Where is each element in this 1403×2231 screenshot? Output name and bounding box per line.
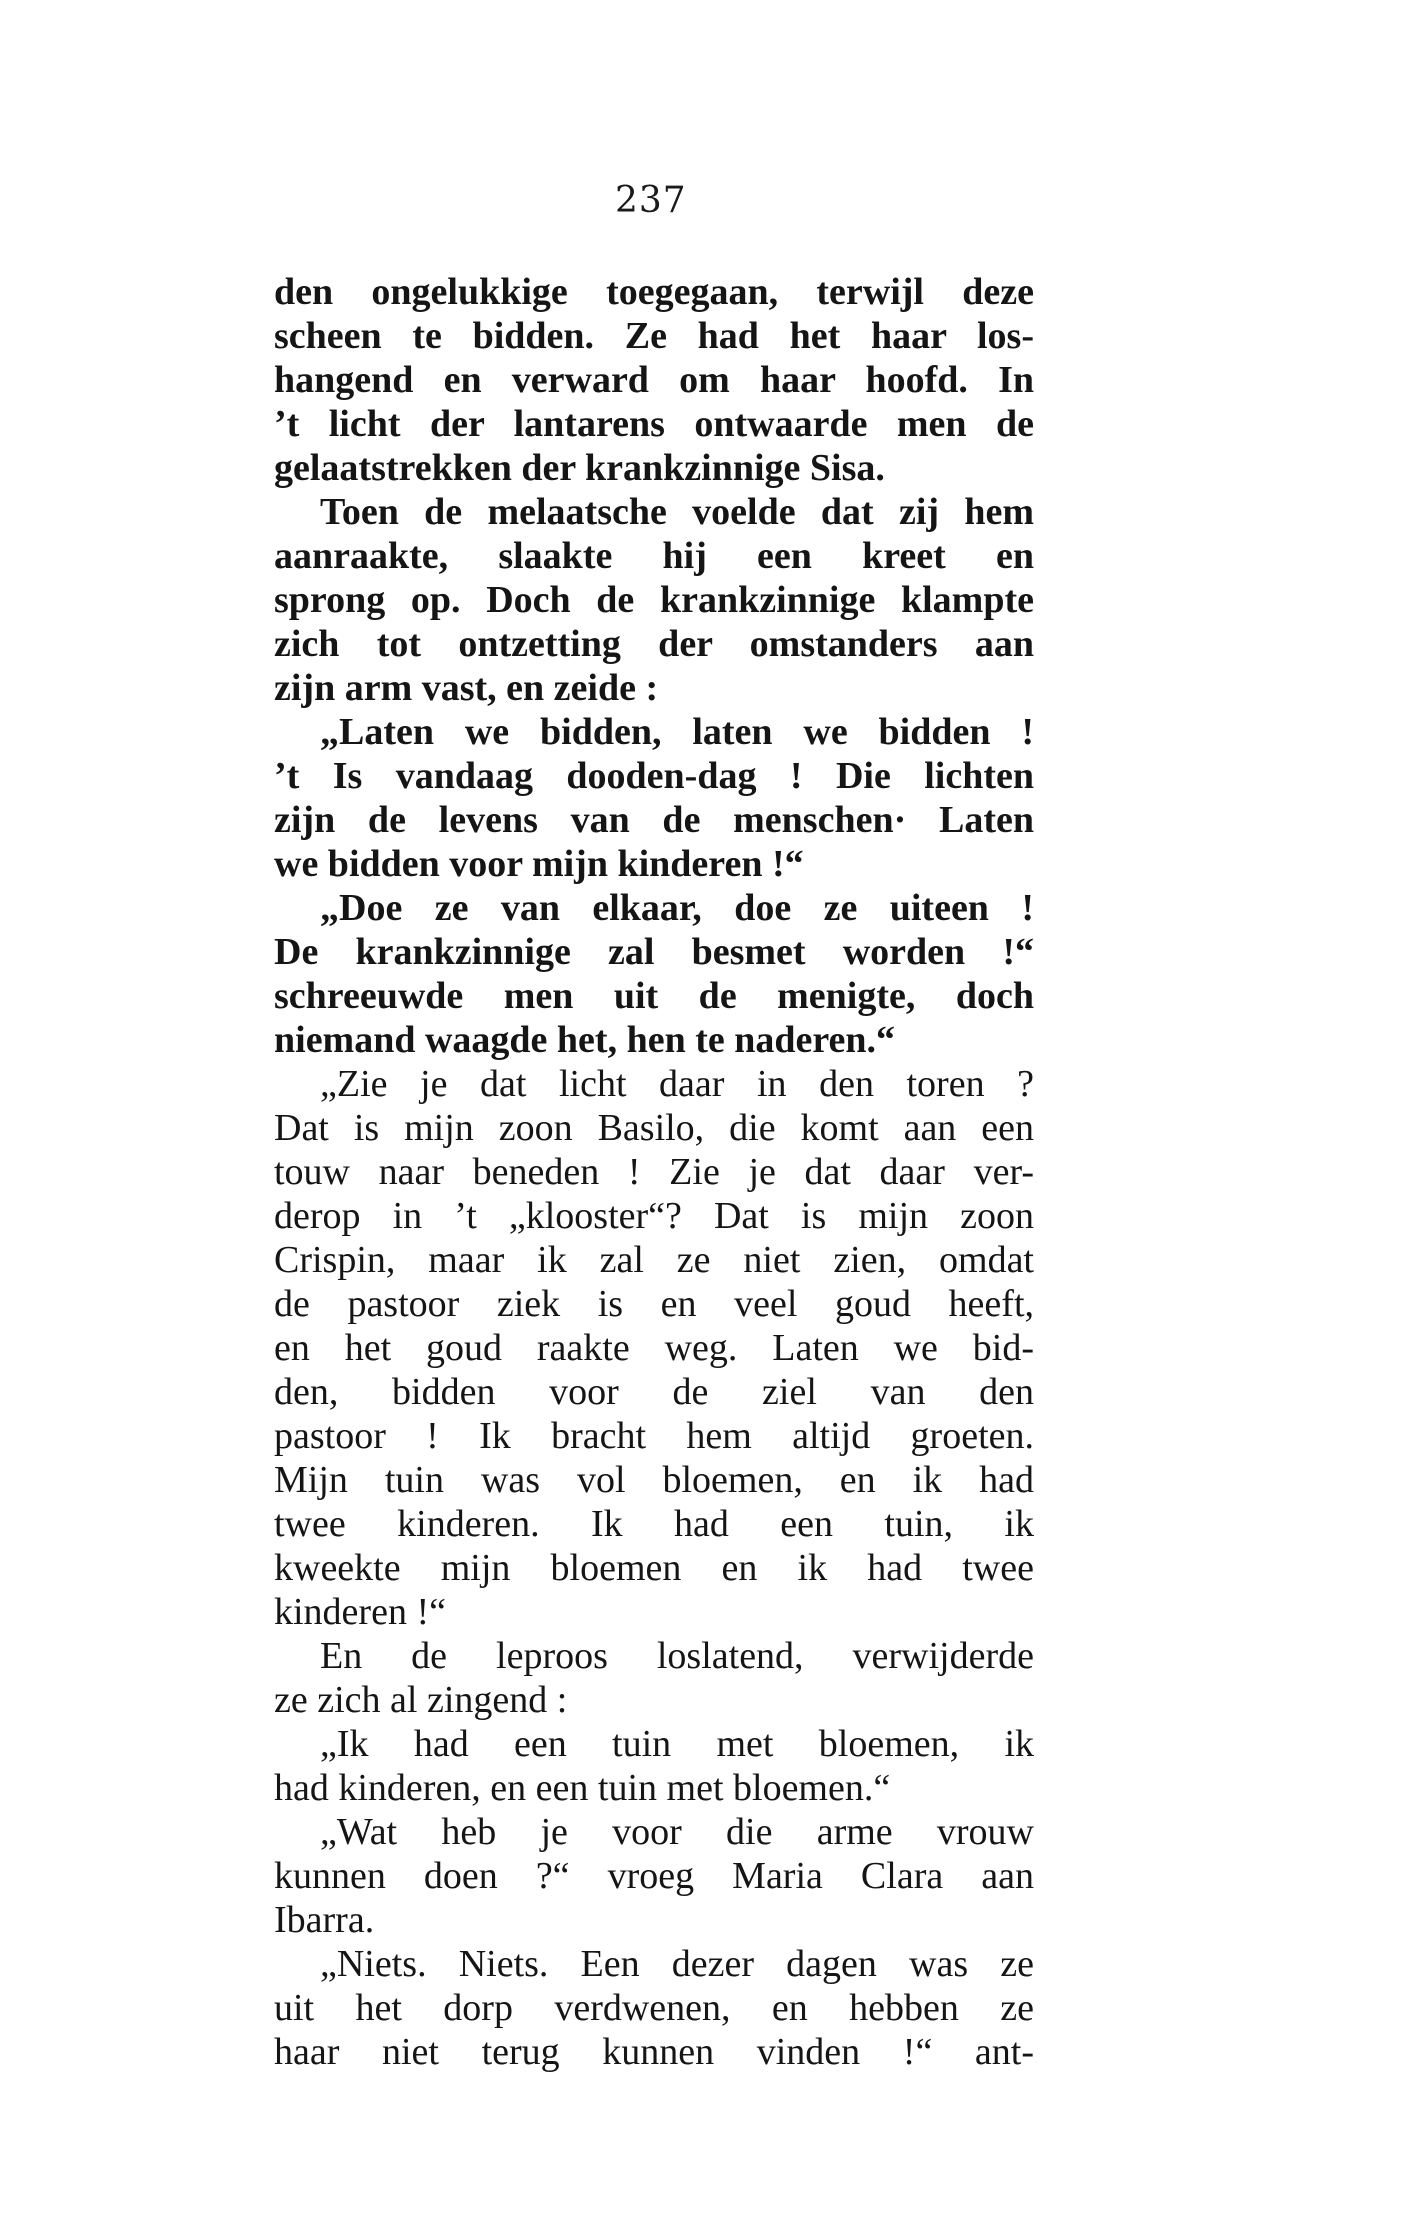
text-line: den ongelukkige toegegaan, terwijl deze	[274, 271, 1034, 313]
text-line: touw naar beneden ! Zie je dat daar ver-	[274, 1151, 1034, 1193]
text-line: de pastoor ziek is en veel goud heeft,	[274, 1283, 1034, 1325]
text-line: uit het dorp verdwenen, en hebben ze	[274, 1987, 1034, 2029]
text-line: scheen te bidden. Ze had het haar los-	[274, 315, 1034, 357]
text-line: „Ik had een tuin met bloemen, ik	[320, 1723, 1034, 1765]
text-line: ze zich al zingend :	[274, 1679, 568, 1721]
text-line: hangend en verward om haar hoofd. In	[274, 359, 1034, 401]
text-line: schreeuwde men uit de menigte, doch	[274, 975, 1034, 1017]
text-line: kinderen !“	[274, 1591, 446, 1633]
text-line: derop in ’t „klooster“? Dat is mijn zoon	[274, 1195, 1034, 1237]
text-line: Toen de melaatsche voelde dat zij hem	[320, 491, 1034, 533]
text-line: Ibarra.	[274, 1899, 375, 1941]
text-line: we bidden voor mijn kinderen !“	[274, 843, 804, 885]
text-line: Dat is mijn zoon Basilo, die komt aan een	[274, 1107, 1034, 1149]
text-line: „Wat heb je voor die arme vrouw	[320, 1811, 1034, 1853]
text-line: niemand waagde het, hen te naderen.“	[274, 1019, 896, 1061]
text-line: pastoor ! Ik bracht hem altijd groeten.	[274, 1415, 1034, 1457]
text-line: haar niet terug kunnen vinden !“ ant-	[274, 2031, 1034, 2073]
text-line: den, bidden voor de ziel van den	[274, 1371, 1034, 1413]
text-line: zich tot ontzetting der omstanders aan	[274, 623, 1034, 665]
text-line: „Zie je dat licht daar in den toren ?	[320, 1063, 1034, 1105]
text-line: ’t Is vandaag dooden-dag ! Die lichten	[274, 755, 1034, 797]
text-line: aanraakte, slaakte hij een kreet en	[274, 535, 1034, 577]
text-line: zijn arm vast, en zeide :	[274, 667, 659, 709]
text-line: zijn de levens van de menschen· Laten	[274, 799, 1034, 841]
text-line: ’t licht der lantarens ontwaarde men de	[274, 403, 1034, 445]
text-line: Crispin, maar ik zal ze niet zien, omdat	[274, 1239, 1034, 1281]
page-number: 237	[615, 180, 687, 221]
text-line: Mijn tuin was vol bloemen, en ik had	[274, 1459, 1034, 1501]
text-line: twee kinderen. Ik had een tuin, ik	[274, 1503, 1034, 1545]
text-line: kunnen doen ?“ vroeg Maria Clara aan	[274, 1855, 1034, 1897]
text-line: en het goud raakte weg. Laten we bid-	[274, 1327, 1034, 1369]
text-line: „Niets. Niets. Een dezer dagen was ze	[320, 1943, 1034, 1985]
text-line: gelaatstrekken der krankzinnige Sisa.	[274, 447, 885, 489]
text-line: „Laten we bidden, laten we bidden !	[320, 711, 1034, 753]
text-line: kweekte mijn bloemen en ik had twee	[274, 1547, 1034, 1589]
text-line: had kinderen, en een tuin met bloemen.“	[274, 1767, 891, 1809]
body-text	[274, 270, 1034, 2074]
text-line: En de leproos loslatend, verwijderde	[320, 1635, 1034, 1677]
text-line: De krankzinnige zal besmet worden !“	[274, 931, 1034, 973]
text-line: sprong op. Doch de krankzinnige klampte	[274, 579, 1034, 621]
text-line: „Doe ze van elkaar, doe ze uiteen !	[320, 887, 1034, 929]
